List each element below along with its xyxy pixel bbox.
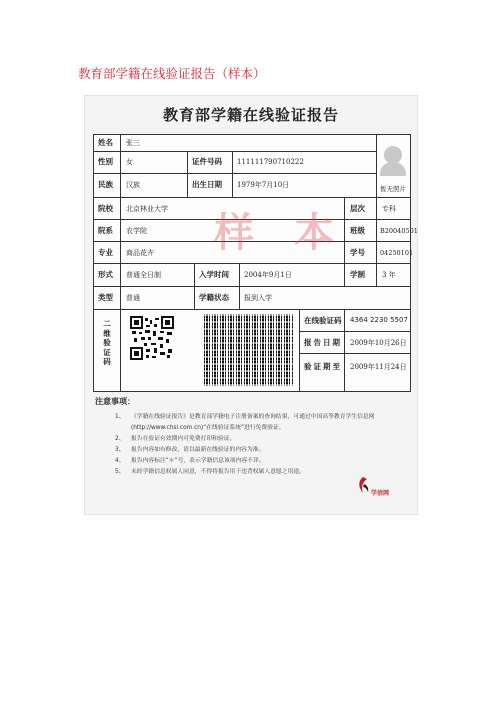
verify-code-value: 4364 2230 5507 (350, 316, 408, 324)
form-value: 普通全日制 (126, 271, 161, 279)
birth-label: 出生日期 (192, 180, 222, 189)
id-value: 111111790710222 (237, 158, 304, 166)
class-label: 班级 (350, 226, 365, 235)
form-label: 形式 (98, 270, 113, 279)
birth-value: 1979年7月10日 (237, 181, 290, 189)
type-label: 类型 (98, 293, 113, 302)
status-label: 学籍状态 (199, 293, 229, 302)
major-value: 商品花卉 (126, 249, 154, 257)
level-value: 专科 (382, 205, 396, 213)
verification-report (84, 95, 418, 515)
expire-date-value: 2009年11月24日 (350, 363, 407, 371)
status-value: 报到入学 (244, 294, 272, 302)
dept-value: 农学院 (126, 227, 147, 235)
name-label: 姓名 (98, 138, 113, 147)
report-title: 教育部学籍在线验证报告 (162, 106, 339, 124)
enroll-label: 入学时间 (199, 270, 229, 279)
chsi-logo (355, 476, 405, 498)
note-item: 1、 《学籍在线验证报告》是教育部学籍电子注册备案的查询结果，可通过中国高等教育学生信息网(http://www.chsi.com.cn)“在线验证系统”进行免费验证。 (115, 414, 375, 431)
class-value: B20040501 (380, 227, 418, 235)
duration-value: 3 年 (382, 271, 396, 279)
photo-placeholder (376, 136, 410, 197)
logo-text: 学信网 (371, 490, 390, 497)
gender-label: 性别 (98, 157, 113, 166)
level-label: 层次 (350, 204, 365, 213)
note-item: 5、 未经学籍信息权属人同意，不得将报告用于违背权属人意愿之用途。 (115, 469, 305, 475)
id-label: 证件号码 (192, 157, 222, 166)
ethnicity-value: 汉族 (126, 181, 140, 189)
school-value: 北京林业大学 (126, 205, 168, 213)
chsi-logo-icon (355, 476, 371, 494)
gender-value: 女 (126, 158, 133, 166)
qr-label: 二维验证码 (103, 319, 111, 366)
major-label: 专业 (98, 248, 113, 257)
school-label: 院校 (98, 204, 113, 213)
studentno-label: 学号 (350, 248, 365, 257)
name-value: 张三 (126, 139, 140, 147)
duration-label: 学制 (350, 270, 365, 279)
report-date-value: 2009年10月26日 (350, 339, 407, 347)
ethnicity-label: 民族 (98, 180, 113, 189)
report-date-label: 报告日期 (304, 338, 342, 347)
notes-title: 注意事项： (95, 397, 135, 406)
expire-date-label: 验证期至 (304, 362, 342, 371)
note-item: 2、 报告在验证有效期内可免费打印和验证。 (115, 436, 236, 442)
note-item: 4、 报告内容标注“＊”号，表示学籍信息该项内容不详。 (115, 458, 265, 464)
enroll-value: 2004年9月1日 (244, 271, 292, 279)
type-value: 普通 (126, 294, 140, 302)
note-item: 3、 报告内容如有修改，请以最新在线验证的内容为准。 (115, 447, 265, 453)
watermark-char: 样 (214, 209, 254, 256)
info-table (93, 134, 418, 392)
photo-caption: 暂无照片 (380, 185, 406, 193)
verify-code-label: 在线验证码 (304, 316, 342, 325)
dept-label: 院系 (98, 226, 113, 235)
qr-code (130, 316, 174, 360)
page-heading: 教育部学籍在线验证报告（样本） (78, 66, 266, 81)
studentno-value: 04250101 (380, 249, 414, 257)
notes-list (115, 412, 395, 478)
watermark-char: 本 (294, 209, 334, 256)
barcode-2d (204, 314, 294, 386)
